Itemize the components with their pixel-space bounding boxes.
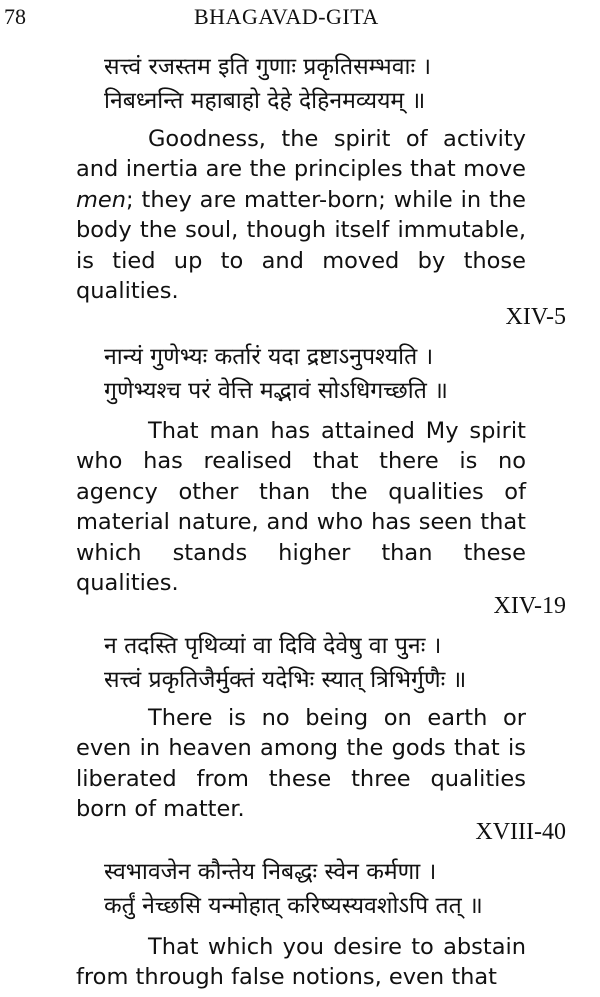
english-translation <box>76 703 526 825</box>
verse-line: नान्यं गुणेभ्यः कर्तारं यदा द्रष्टाऽनुपश्यति । <box>104 344 434 370</box>
sanskrit-verse <box>104 340 584 408</box>
english-translation <box>76 416 526 598</box>
translation-text: ; they are matter-born; while in the body the soul, though itself immutable, is tied up to and moved by those qualities. <box>76 186 526 305</box>
sanskrit-verse <box>104 629 584 697</box>
verse-line: सत्त्वं रजस्तम इति गुणाः प्रकृतिसम्भवाः । <box>104 54 432 80</box>
verse-line: कर्तुं नेच्छसि यन्मोहात् करिष्यस्यवशोऽपि तत् ॥ <box>104 893 483 919</box>
translation-paragraph: That which you desire to abstain from through false notions, even that <box>76 934 526 991</box>
verse-line: सत्त्वं प्रकृतिजैर्मुक्तं यदेभिः स्यात् त्रिभिर्गुणैः ॥ <box>104 667 467 693</box>
verse-line: न तदस्ति पृथिव्यां वा दिवि देवेषु वा पुनः । <box>104 633 442 659</box>
translation-paragraph <box>76 124 526 306</box>
page-number: 78 <box>4 4 26 29</box>
emphasized-word: men <box>76 186 127 213</box>
english-translation <box>76 124 526 306</box>
page-header <box>0 4 600 34</box>
translation-paragraph: That man has attained My spirit who has realised that there is no agency other than the qualities of material nature, and who has seen that which stands higher than these qualities. <box>76 418 526 597</box>
english-translation <box>76 932 526 993</box>
translation-paragraph: There is no being on earth or even in heaven among the gods that is liberated from these three qualities born of matter. <box>76 705 526 823</box>
running-title: BHAGAVAD-GITA <box>194 4 379 29</box>
sanskrit-verse <box>104 50 584 118</box>
sanskrit-verse <box>104 855 584 923</box>
verse-line: गुणेभ्यश्च परं वेत्ति मद्भावं सोऽधिगच्छति ॥ <box>104 378 448 404</box>
verse-reference: XIV-5 <box>505 304 566 330</box>
translation-text: Goodness, the spirit of activity and inertia are the principles that move <box>76 126 526 183</box>
verse-reference: XIV-19 <box>493 593 566 619</box>
verse-line: निबध्नन्ति महाबाहो देहे देहिनमव्ययम् ॥ <box>104 88 426 114</box>
verse-reference: XVIII-40 <box>475 819 566 845</box>
verse-line: स्वभावजेन कौन्तेय निबद्धः स्वेन कर्मणा । <box>104 859 437 885</box>
